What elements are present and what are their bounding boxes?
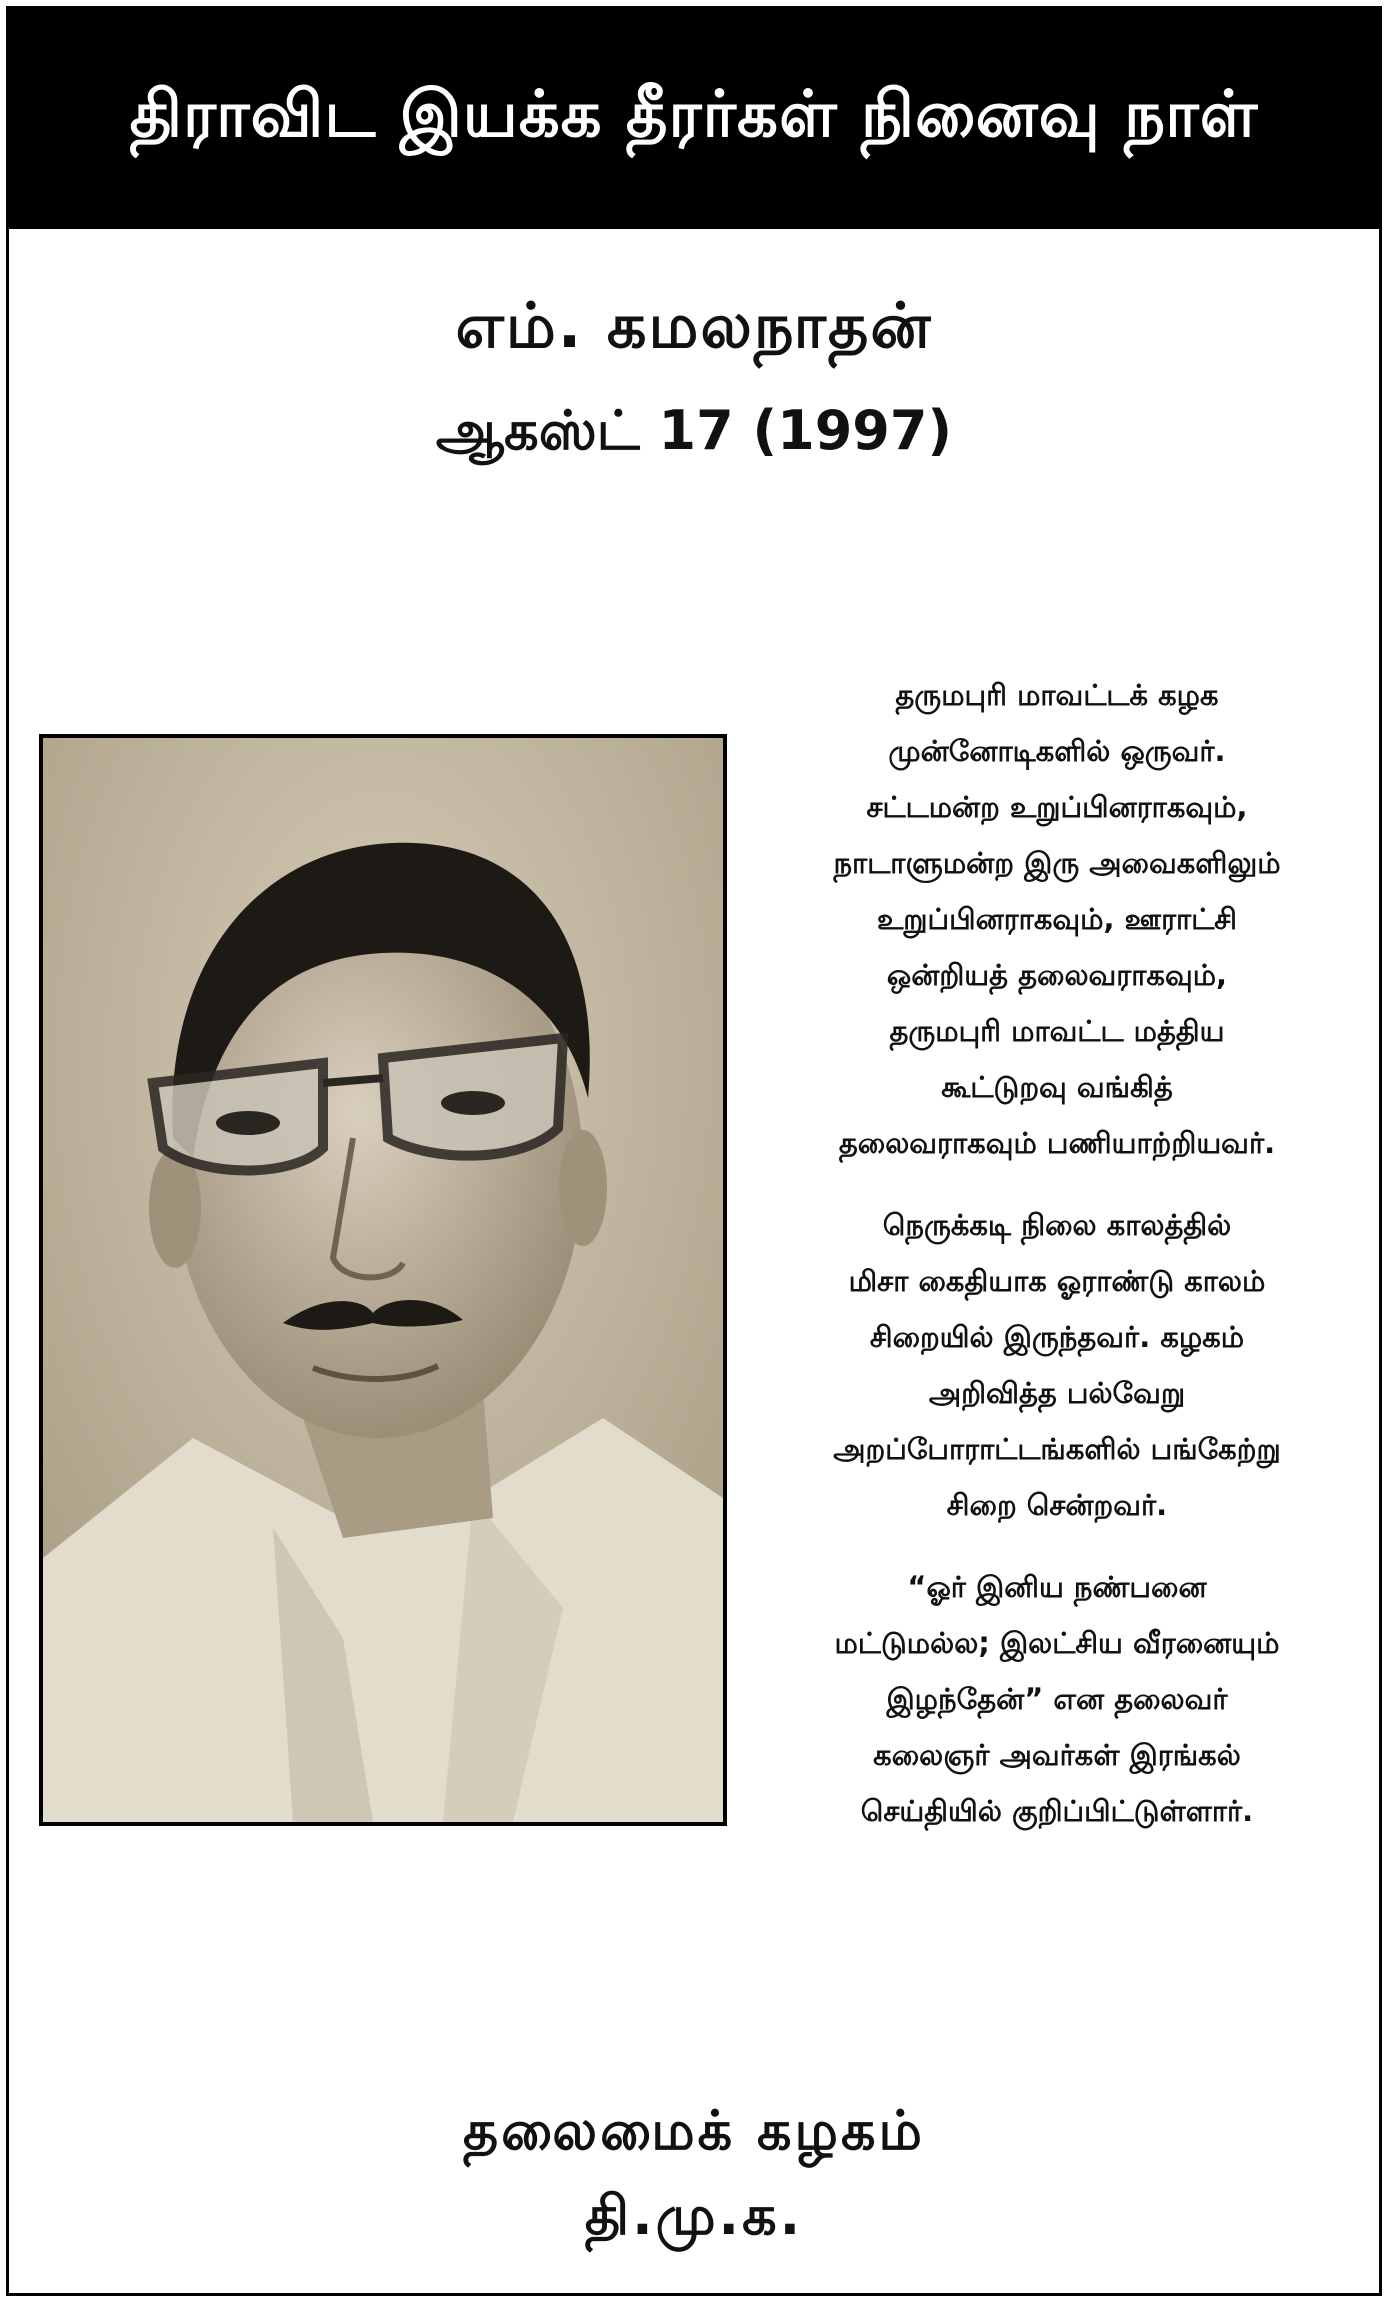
header-banner [9,9,1379,229]
text-line: கலைஞர் அவர்கள் இரங்கல் [873,1738,1241,1772]
text-line: இழந்தேன்” என தலைவர் [886,1682,1228,1716]
text-line: கூட்டுறவு வங்கித் [941,1070,1173,1104]
memorial-notice [6,6,1382,2296]
text-line: சிறையில் இருந்தவர். கழகம் [869,1320,1245,1354]
portrait-photo [39,734,727,1826]
text-line: நாடாளுமன்ற இரு அவைகளிலும் [833,846,1281,880]
footer-organization: தலைமைக் கழகம் [463,2099,925,2162]
biography-paragraph-1 [737,667,1377,1171]
text-line: உறுப்பினராகவும், ஊராட்சி [876,902,1238,936]
text-line: சட்டமன்ற உறுப்பினராகவும், [866,790,1248,824]
biography-paragraph-2 [737,1197,1377,1533]
text-line: “ஓர் இனிய நண்பனை [907,1570,1207,1604]
text-line: தருமபுரி மாவட்ட மத்திய [889,1014,1225,1048]
text-line: ஒன்றியத் தலைவராகவும், [886,958,1228,992]
footer-party: தி.மு.க. [584,2184,804,2247]
text-line: அறிவித்த பல்வேறு [928,1376,1186,1410]
biography-paragraph-3 [737,1559,1377,1839]
portrait-image [43,738,723,1822]
banner-title: திராவிட இயக்க தீரர்கள் நினைவு நாள் [129,78,1259,152]
text-line: நெருக்கடி நிலை காலத்தில் [882,1208,1232,1242]
memorial-date: ஆகஸ்ட் 17 (1997) [435,399,953,462]
text-line: அறப்போராட்டங்களில் பங்கேற்று [833,1432,1281,1466]
text-line: முன்னோடிகளில் ஒருவர். [888,734,1226,768]
biography-text [737,667,1377,1865]
text-line: சிறை சென்றவர். [946,1488,1168,1522]
text-line: மிசா கைதியாக ஓராண்டு காலம் [848,1264,1266,1298]
text-line: செய்தியில் குறிப்பிட்டுள்ளார். [860,1794,1254,1828]
text-line: மட்டுமல்ல; இலட்சிய வீரனையும் [834,1626,1280,1660]
person-name: எம். கமலநாதன் [455,289,933,362]
text-line: தருமபுரி மாவட்டக் கழக [895,678,1219,712]
text-line: தலைவராகவும் பணியாற்றியவர். [838,1126,1276,1160]
